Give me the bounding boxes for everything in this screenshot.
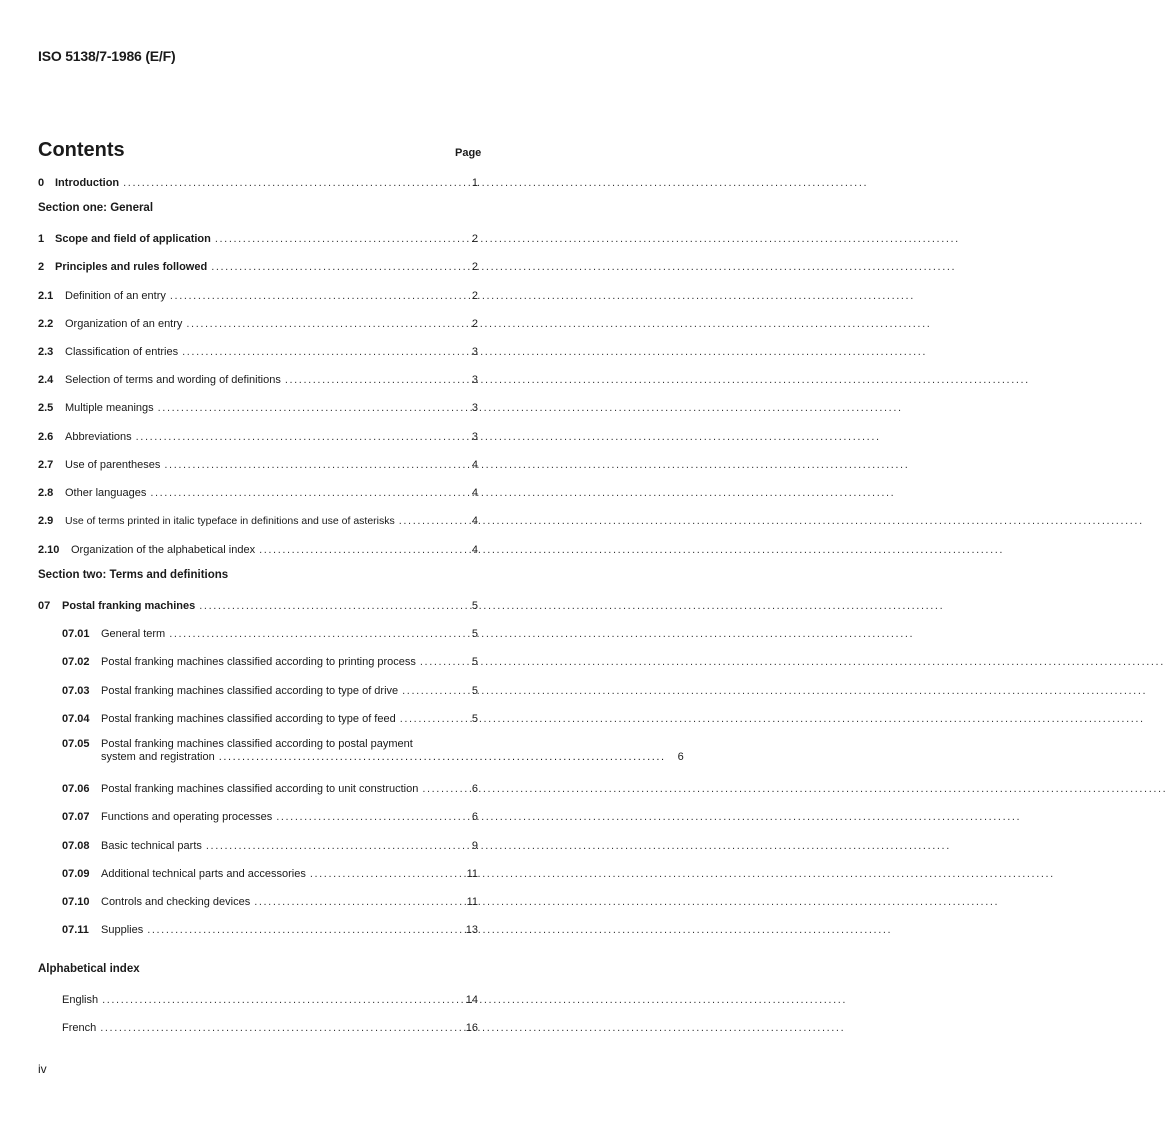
toc-entry-2-1: 2.1 Definition of an entry ..... 2 [38, 287, 478, 303]
toc-entry-07-11: 07.11 Supplies ..... 13 [62, 921, 478, 937]
toc-entry-07-04: 07.04 Postal franking machines classified according to type of feed ..... 5 [62, 710, 478, 726]
index-entry-french: French ..... 16 [62, 1019, 478, 1035]
toc-entry-2-2: 2.2 Organization of an entry ..... 2 [38, 315, 478, 331]
toc-entry-principles: 2 Principles and rules followed ..... 2 [38, 258, 478, 274]
toc-entry-07-01: 07.01 General term ..... 5 [62, 625, 478, 641]
toc-entry-07-02: 07.02 Postal franking machines classified according to printing process ..... 5 [62, 653, 478, 669]
toc-entry-2-3: 2.3 Classification of entries ..... 3 [38, 343, 478, 359]
section-one-heading: Section one: General [38, 202, 154, 214]
toc-entry-07-05: 07.05 Postal franking machines classified according to postal payment system and registration ................................................................................................ 6 [62, 738, 684, 763]
section-two-heading: Section two: Terms and definitions [38, 569, 229, 581]
index-entry-english: English ..... 14 [62, 991, 478, 1007]
toc-entry-2-9: 2.9 Use of terms printed in italic typeface in definitions and use of asterisks ..... 4 [38, 512, 478, 528]
toc-entry-2-5: 2.5 Multiple meanings ..... 3 [38, 399, 478, 415]
page-title: Contents [38, 139, 125, 161]
page-number-footer: iv [38, 1062, 47, 1076]
toc-entry-07-09: 07.09 Additional technical parts and accessories ..... 11 [62, 865, 478, 881]
toc-entry-07-08: 07.08 Basic technical parts ..... 9 [62, 837, 478, 853]
toc-entry-2-10: 2.10 Organization of the alphabetical index ..... 4 [38, 541, 478, 557]
toc-entry-scope: 1 Scope and field of application ..... 2 [38, 230, 478, 246]
toc-entry-2-7: 2.7 Use of parentheses ..... 4 [38, 456, 478, 472]
toc-entry-07-10: 07.10 Controls and checking devices ..... 11 [62, 893, 478, 909]
toc-entry-07-03: 07.03 Postal franking machines classified according to type of drive ..... 5 [62, 682, 478, 698]
toc-entry-07-07: 07.07 Functions and operating processes ..... 6 [62, 808, 478, 824]
toc-entry-07-06: 07.06 Postal franking machines classified according to unit construction ..... 6 [62, 780, 478, 796]
toc-entry-07: 07 Postal franking machines ..... 5 [38, 597, 478, 613]
toc-entry-2-8: 2.8 Other languages ..... 4 [38, 484, 478, 500]
toc-entry-introduction: 0 Introduction ..... 1 [38, 174, 478, 190]
toc-entry-2-4: 2.4 Selection of terms and wording of definitions ..... 3 [38, 371, 478, 387]
document-header: ISO 5138/7-1986 (E/F) [38, 48, 176, 64]
toc-entry-2-6: 2.6 Abbreviations ..... 3 [38, 428, 478, 444]
page-column-label: Page [455, 147, 482, 159]
alphabetical-index-heading: Alphabetical index [38, 963, 140, 975]
